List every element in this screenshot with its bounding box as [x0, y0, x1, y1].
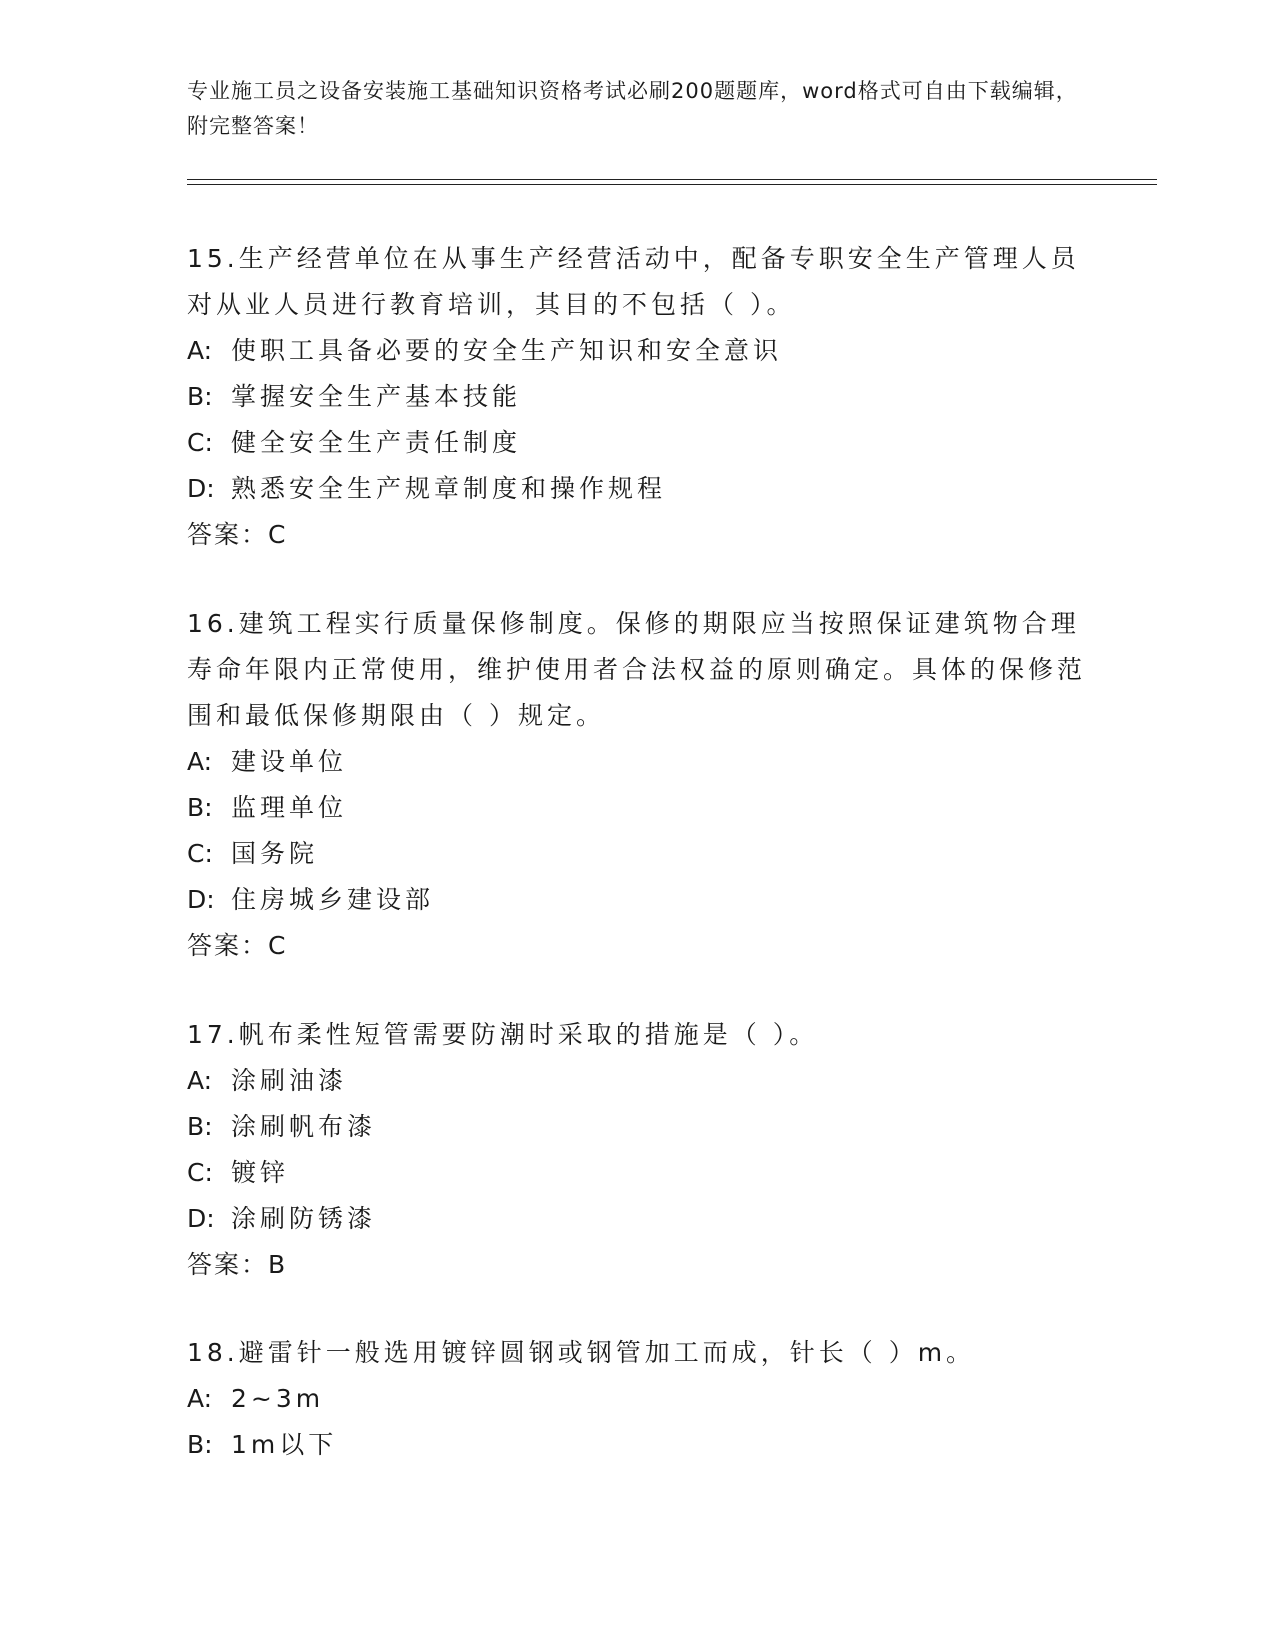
question-stem: 17.帆布柔性短管需要防潮时采取的措施是（ ）。: [187, 1020, 819, 1049]
option-text: 使职工具备必要的安全生产知识和安全意识: [231, 336, 783, 365]
option-key: D:: [187, 885, 215, 914]
option-b: [187, 1422, 1087, 1468]
option-key: C:: [187, 428, 213, 457]
option-c: [187, 1150, 1087, 1196]
question-16: [187, 601, 1087, 969]
option-text: 健全安全生产责任制度: [231, 428, 522, 457]
question-stem: 16.建筑工程实行质量保修制度。保修的期限应当按照保证建筑物合理寿命年限内正常使用，维护使用者合法权益的原则确定。具体的保修范围和最低保修期限由（ ）规定。: [187, 609, 1087, 730]
option-b: [187, 1104, 1087, 1150]
option-a: [187, 1058, 1087, 1104]
option-key: B:: [187, 1430, 213, 1459]
option-key: A:: [187, 336, 213, 365]
option-text: 熟悉安全生产规章制度和操作规程: [231, 474, 667, 503]
option-text: 涂刷油漆: [231, 1066, 348, 1095]
option-text: 涂刷防锈漆: [231, 1204, 377, 1233]
question-15: [187, 236, 1087, 558]
option-c: [187, 831, 1087, 877]
option-d: [187, 877, 1087, 923]
option-text: 1m以下: [231, 1430, 338, 1459]
option-key: B:: [187, 1112, 213, 1141]
option-text: 住房城乡建设部: [231, 885, 435, 914]
option-text: 涂刷帆布漆: [231, 1112, 377, 1141]
option-text: 监理单位: [231, 793, 348, 822]
option-text: 镀锌: [231, 1158, 290, 1187]
header-divider-bottom: [187, 184, 1157, 185]
option-text: 掌握安全生产基本技能: [231, 382, 522, 411]
option-key: B:: [187, 382, 213, 411]
option-key: C:: [187, 839, 213, 868]
question-18: [187, 1330, 1087, 1468]
question-stem: 18.避雷针一般选用镀锌圆钢或钢管加工而成，针长（ ）m。: [187, 1338, 976, 1367]
option-key: D:: [187, 474, 215, 503]
option-text: 国务院: [231, 839, 319, 868]
option-text: 2~3m: [231, 1384, 325, 1413]
answer-line: 答案：C: [187, 520, 288, 549]
option-a: [187, 328, 1087, 374]
option-d: [187, 1196, 1087, 1242]
option-d: [187, 466, 1087, 512]
option-key: A:: [187, 1384, 213, 1413]
answer-line: 答案：B: [187, 1250, 288, 1279]
option-b: [187, 374, 1087, 420]
question-17: [187, 1012, 1087, 1288]
option-c: [187, 420, 1087, 466]
option-text: 建设单位: [231, 747, 348, 776]
option-key: A:: [187, 1066, 213, 1095]
option-key: B:: [187, 793, 213, 822]
header-divider-top: [187, 179, 1157, 180]
option-key: D:: [187, 1204, 215, 1233]
option-key: A:: [187, 747, 213, 776]
question-stem: 15.生产经营单位在从事生产经营活动中，配备专职安全生产管理人员对从业人员进行教育培训，其目的不包括（ ）。: [187, 244, 1080, 319]
option-key: C:: [187, 1158, 213, 1187]
option-a: [187, 1376, 1087, 1422]
document-header: 专业施工员之设备安装施工基础知识资格考试必刷200题题库，word格式可自由下载编辑，附完整答案！: [187, 79, 1078, 138]
option-b: [187, 785, 1087, 831]
option-a: [187, 739, 1087, 785]
answer-line: 答案：C: [187, 931, 288, 960]
